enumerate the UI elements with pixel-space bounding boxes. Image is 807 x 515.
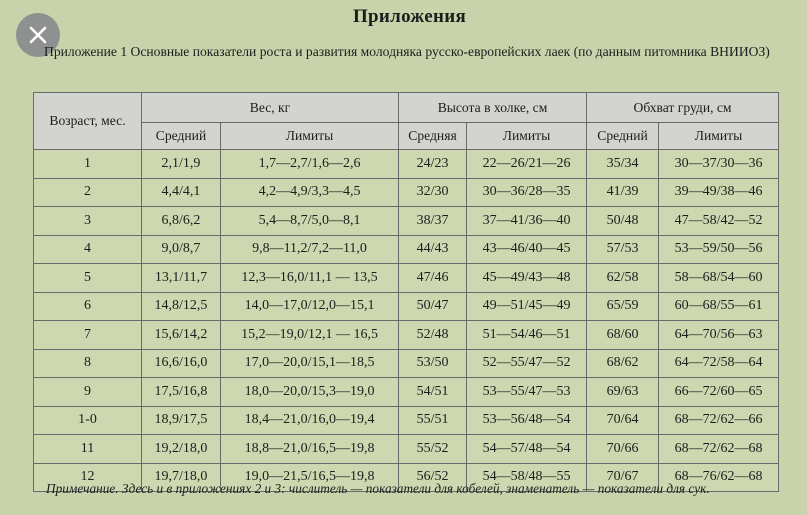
table-row: [34, 321, 779, 350]
cell-weight-limits: 18,0—20,0/15,3—19,0: [221, 378, 399, 407]
cell-weight-avg: 6,8/6,2: [142, 207, 221, 236]
cell-chest-limits: 58—68/54—60: [659, 264, 779, 293]
cell-weight-avg: 18,9/17,5: [142, 406, 221, 435]
cell-height-limits: 52—55/47—52: [467, 349, 587, 378]
cell-age: 12: [34, 463, 142, 492]
cell-age: 4: [34, 235, 142, 264]
table-body: [34, 150, 779, 492]
cell-chest-avg: 70/64: [587, 406, 659, 435]
cell-height-avg: 55/51: [399, 406, 467, 435]
table-row: [34, 207, 779, 236]
cell-weight-avg: 14,8/12,5: [142, 292, 221, 321]
cell-chest-avg: 70/66: [587, 435, 659, 464]
header-chest-avg: Средний: [587, 123, 659, 150]
cell-weight-limits: 5,4—8,7/5,0—8,1: [221, 207, 399, 236]
cell-weight-avg: 4,4/4,1: [142, 178, 221, 207]
cell-height-avg: 44/43: [399, 235, 467, 264]
table-row: [34, 435, 779, 464]
cell-chest-avg: 68/62: [587, 349, 659, 378]
cell-height-avg: 54/51: [399, 378, 467, 407]
cell-height-limits: 43—46/40—45: [467, 235, 587, 264]
cell-height-avg: 56/52: [399, 463, 467, 492]
cell-age: 3: [34, 207, 142, 236]
table-row: [34, 264, 779, 293]
cell-age: 1: [34, 150, 142, 179]
cell-height-avg: 24/23: [399, 150, 467, 179]
cell-weight-limits: 14,0—17,0/12,0—15,1: [221, 292, 399, 321]
cell-height-limits: 54—57/48—54: [467, 435, 587, 464]
header-weight-avg: Средний: [142, 123, 221, 150]
cell-chest-avg: 62/58: [587, 264, 659, 293]
cell-age: 5: [34, 264, 142, 293]
header-chest: Обхват груди, см: [587, 93, 779, 123]
cell-chest-avg: 68/60: [587, 321, 659, 350]
header-weight: Вес, кг: [142, 93, 399, 123]
cell-chest-limits: 60—68/55—61: [659, 292, 779, 321]
cell-chest-limits: 53—59/50—56: [659, 235, 779, 264]
cell-chest-avg: 41/39: [587, 178, 659, 207]
table-row: [34, 378, 779, 407]
cell-weight-limits: 9,8—11,2/7,2—11,0: [221, 235, 399, 264]
table-row: [34, 178, 779, 207]
table-caption: Приложение 1 Основные показатели роста и развития молодняка русско-европейских лаек (по данным питомника ВНИИОЗ): [44, 44, 770, 59]
header-height-limits: Лимиты: [467, 123, 587, 150]
cell-chest-limits: 39—49/38—46: [659, 178, 779, 207]
cell-height-avg: 32/30: [399, 178, 467, 207]
table-row: [34, 406, 779, 435]
cell-height-avg: 55/52: [399, 435, 467, 464]
cell-chest-avg: 69/63: [587, 378, 659, 407]
table-row: [34, 349, 779, 378]
cell-weight-avg: 2,1/1,9: [142, 150, 221, 179]
cell-chest-limits: 66—72/60—65: [659, 378, 779, 407]
growth-table: [33, 92, 779, 492]
cell-height-limits: 30—36/28—35: [467, 178, 587, 207]
cell-chest-limits: 68—72/62—68: [659, 435, 779, 464]
cell-chest-limits: 64—70/56—63: [659, 321, 779, 350]
cell-height-limits: 22—26/21—26: [467, 150, 587, 179]
cell-height-limits: 49—51/45—49: [467, 292, 587, 321]
cell-weight-limits: 4,2—4,9/3,3—4,5: [221, 178, 399, 207]
header-height-avg: Средняя: [399, 123, 467, 150]
cell-weight-avg: 15,6/14,2: [142, 321, 221, 350]
cell-weight-limits: 17,0—20,0/15,1—18,5: [221, 349, 399, 378]
header-chest-limits: Лимиты: [659, 123, 779, 150]
cell-chest-avg: 57/53: [587, 235, 659, 264]
cell-weight-avg: 19,7/18,0: [142, 463, 221, 492]
cell-weight-limits: 18,8—21,0/16,5—19,8: [221, 435, 399, 464]
cell-chest-avg: 65/59: [587, 292, 659, 321]
header-weight-limits: Лимиты: [221, 123, 399, 150]
cell-height-avg: 47/46: [399, 264, 467, 293]
cell-weight-limits: 12,3—16,0/11,1 — 13,5: [221, 264, 399, 293]
cell-age: 6: [34, 292, 142, 321]
cell-weight-limits: 18,4—21,0/16,0—19,4: [221, 406, 399, 435]
cell-weight-avg: 17,5/16,8: [142, 378, 221, 407]
cell-chest-limits: 68—76/62—68: [659, 463, 779, 492]
cell-chest-avg: 50/48: [587, 207, 659, 236]
page-title: Приложения: [352, 6, 467, 27]
growth-table-container: [33, 92, 778, 492]
header-height: Высота в холке, см: [399, 93, 587, 123]
cell-height-limits: 53—56/48—54: [467, 406, 587, 435]
cell-age: 1-0: [34, 406, 142, 435]
cell-height-limits: 45—49/43—48: [467, 264, 587, 293]
cell-chest-avg: 70/67: [587, 463, 659, 492]
cell-height-limits: 51—54/46—51: [467, 321, 587, 350]
cell-age: 2: [34, 178, 142, 207]
cell-height-limits: 54—58/48—55: [467, 463, 587, 492]
cell-height-limits: 53—55/47—53: [467, 378, 587, 407]
cell-weight-avg: 13,1/11,7: [142, 264, 221, 293]
cell-weight-avg: 9,0/8,7: [142, 235, 221, 264]
cell-height-avg: 53/50: [399, 349, 467, 378]
cell-age: 8: [34, 349, 142, 378]
table-row: [34, 235, 779, 264]
cell-chest-limits: 30—37/30—36: [659, 150, 779, 179]
cell-height-avg: 50/47: [399, 292, 467, 321]
cell-height-avg: 38/37: [399, 207, 467, 236]
cell-height-avg: 52/48: [399, 321, 467, 350]
cell-weight-limits: 19,0—21,5/16,5—19,8: [221, 463, 399, 492]
table-row: [34, 150, 779, 179]
cell-age: 7: [34, 321, 142, 350]
cell-weight-avg: 16,6/16,0: [142, 349, 221, 378]
cell-chest-avg: 35/34: [587, 150, 659, 179]
table-note: Примечание. Здесь и в приложениях 2 и 3: числитель — показатели для кобелей, знаменатель — показатели для сук.: [46, 481, 710, 496]
header-age: Возраст, мес.: [34, 93, 142, 150]
cell-weight-avg: 19,2/18,0: [142, 435, 221, 464]
cell-age: 9: [34, 378, 142, 407]
cell-chest-limits: 64—72/58—64: [659, 349, 779, 378]
cell-height-limits: 37—41/36—40: [467, 207, 587, 236]
cell-weight-limits: 1,7—2,7/1,6—2,6: [221, 150, 399, 179]
cell-weight-limits: 15,2—19,0/12,1 — 16,5: [221, 321, 399, 350]
cell-age: 11: [34, 435, 142, 464]
close-icon: [28, 25, 48, 45]
table-row: [34, 292, 779, 321]
cell-chest-limits: 68—72/62—66: [659, 406, 779, 435]
cell-chest-limits: 47—58/42—52: [659, 207, 779, 236]
